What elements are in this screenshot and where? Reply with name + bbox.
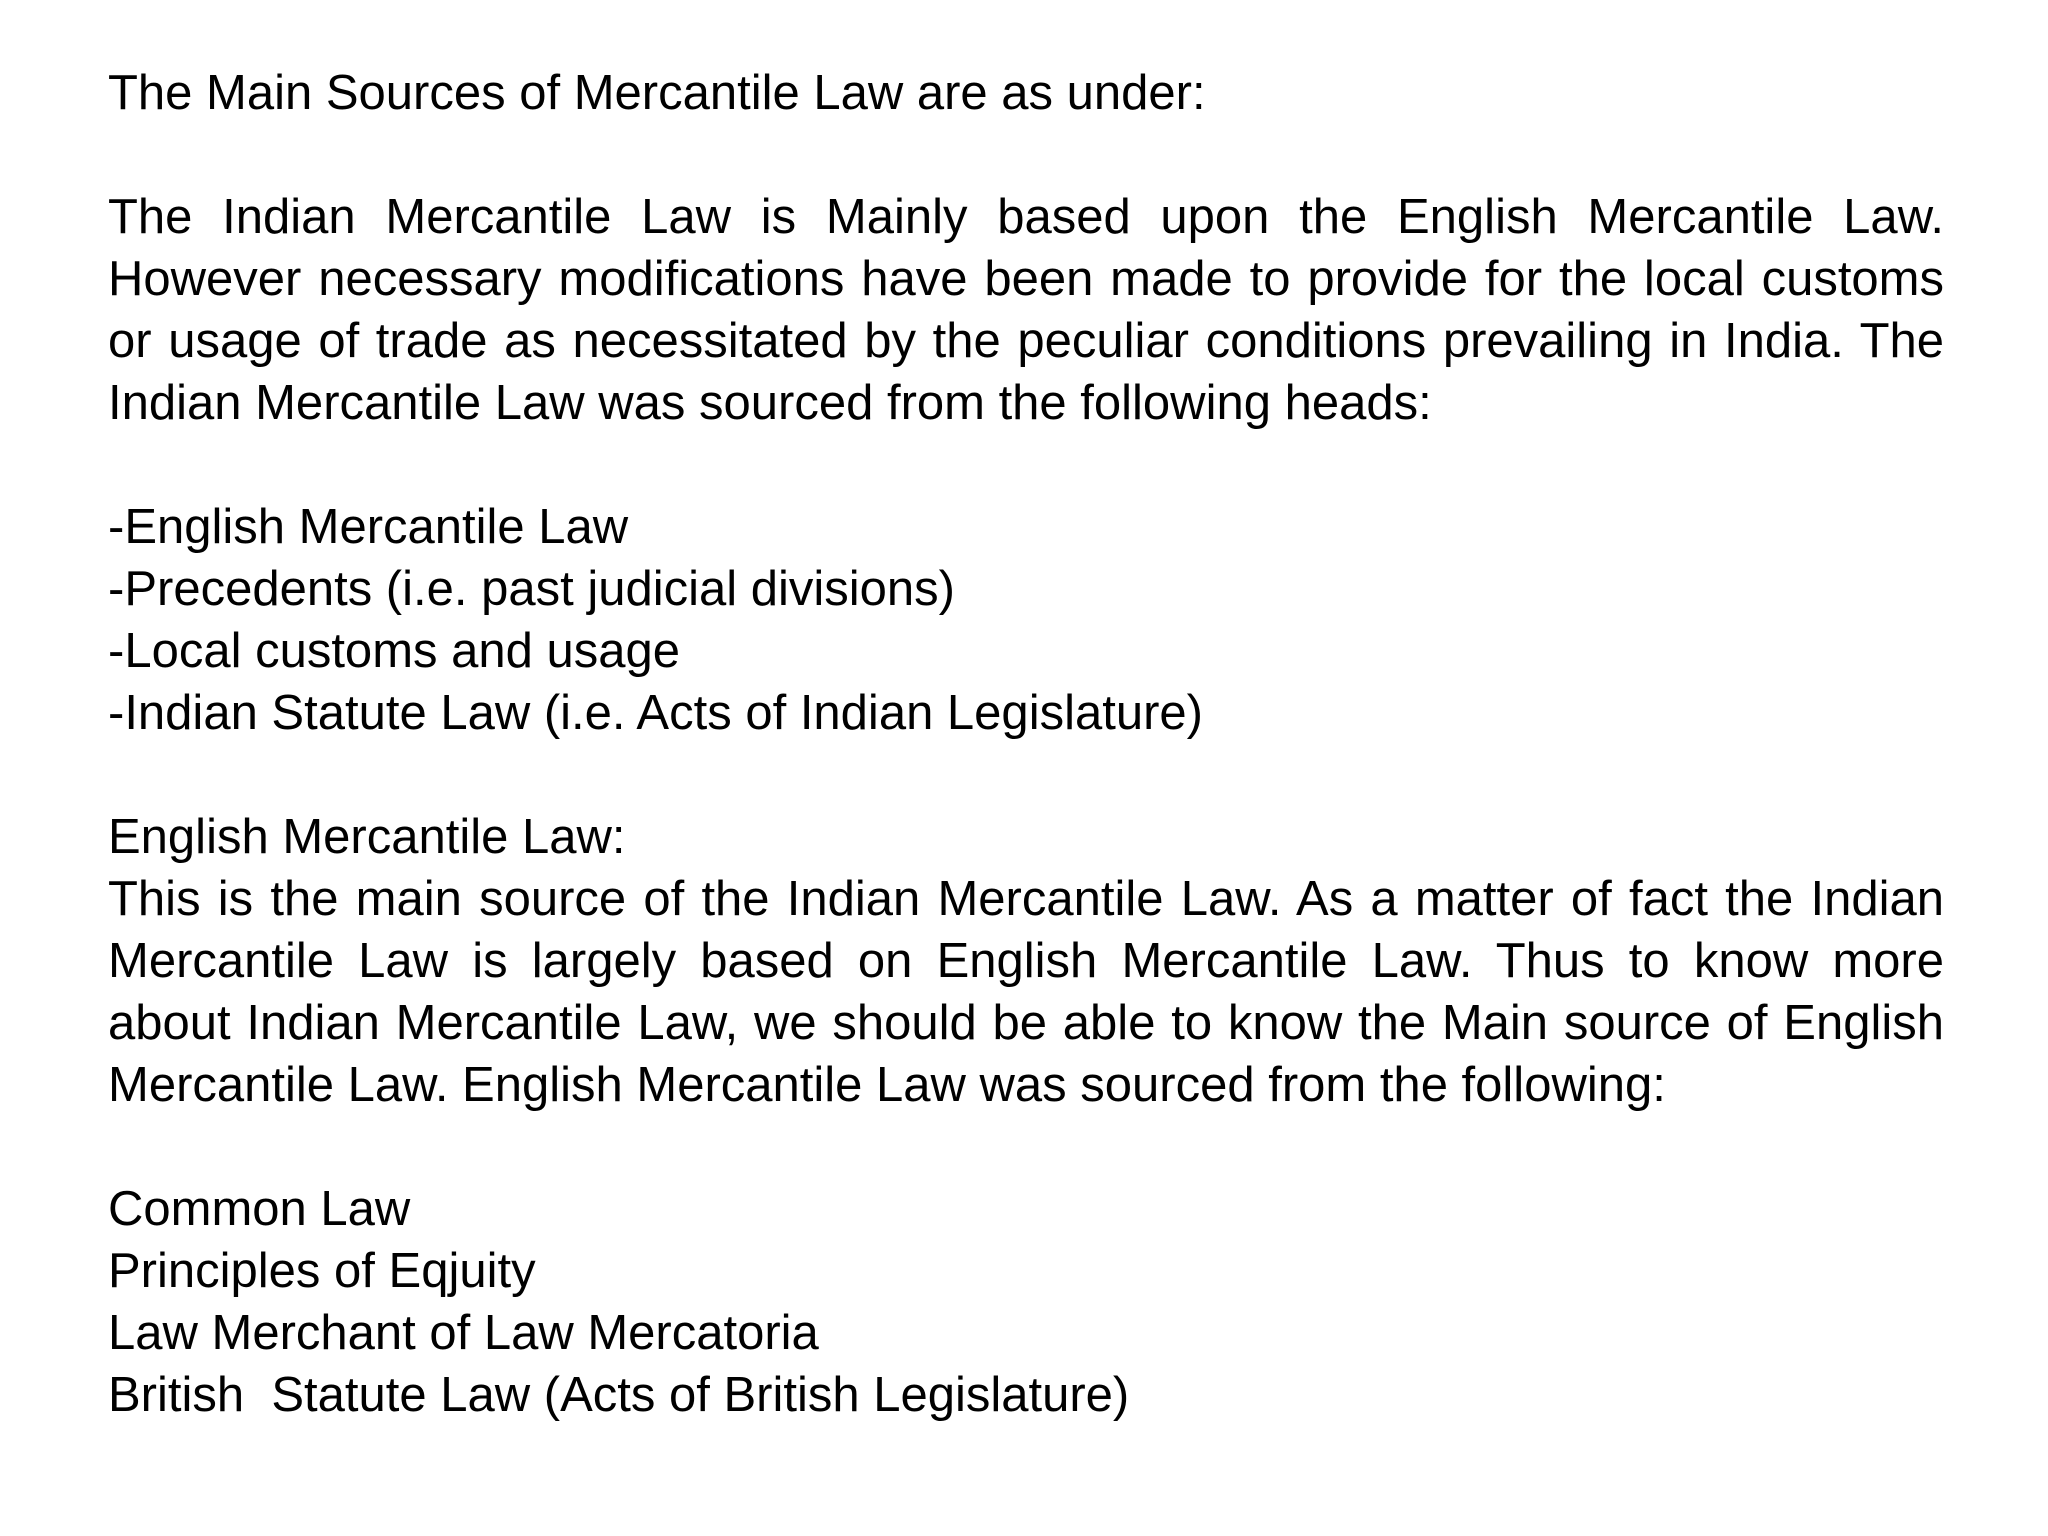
intro-paragraph: The Indian Mercantile Law is Mainly based upon the English Mercantile Law. However necessary modifications have been made to provide for the local customs or usage of trade as necessitated by the peculiar conditions prevailing in India. The Indian Mercantile Law was sourced from the following heads: [108,190,1944,430]
english-sources-list [108,1178,1944,1426]
list-item: Law Merchant of Law Mercatoria [108,1306,819,1360]
english-section-paragraph: This is the main source of the Indian Mercantile Law. As a matter of fact the Indian Mercantile Law is largely based on English Mercantile Law. Thus to know more about Indian Mercantile Law, we should be able to know the Main source of English Mercantile Law. English Mercantile Law was sourced from the following: [108,872,1944,1112]
spacer [108,124,1944,186]
list-item: -Local customs and usage [108,624,680,678]
spacer [108,1116,1944,1178]
intro-heading: The Main Sources of Mercantile Law are as under: [108,66,1206,120]
list-item: Principles of Eqjuity [108,1244,536,1298]
list-item: -Indian Statute Law (i.e. Acts of Indian Legislature) [108,686,1203,740]
document-page [108,62,1944,1426]
list-item: -Precedents (i.e. past judicial divisions) [108,562,955,616]
indian-sources-list [108,496,1944,744]
spacer [108,744,1944,806]
list-item: British Statute Law (Acts of British Legislature) [108,1368,1130,1422]
english-section-heading: English Mercantile Law: [108,810,626,864]
spacer [108,434,1944,496]
list-item: Common Law [108,1182,411,1236]
list-item: -English Mercantile Law [108,500,629,554]
